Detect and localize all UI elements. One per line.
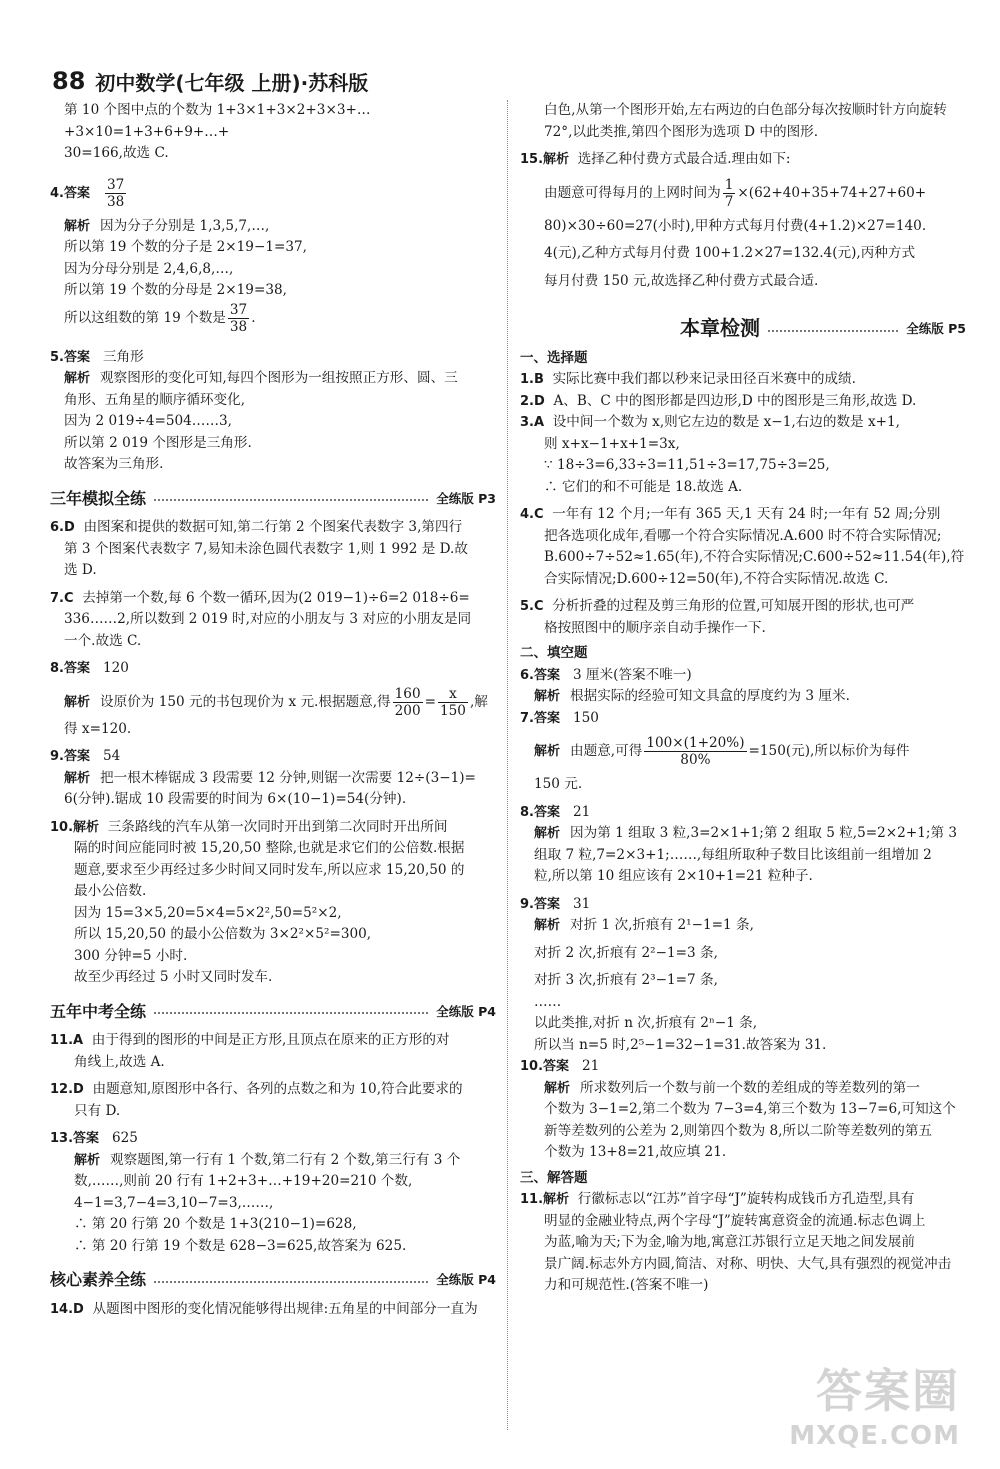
fraction: $\frac{x}{150}$ [440, 685, 466, 719]
question-text: 分析折叠的过程及剪三角形的位置,可知展开图的形状,也可严 [552, 598, 915, 614]
question-number: 14.D [50, 1301, 84, 1317]
analysis-text: 隔的时间应能同时被 15,20,50 整除,也就是求它们的公倍数.根据 [74, 840, 465, 856]
question-15: 15.解析 选择乙种付费方式最合适.理由如下: 由题意可得每月的上网时间为 $\frac{1}{7}$ ×(62+40+35+74+27+60+ 80)×30÷60=27(小时),甲种方式每月付费(4+1.2)×27=140. 4(元),乙种方式每月付费 100+1.2×27=132.4(元),丙种方式 每月付费 150 元,故选择乙种付费方式最合适. [520, 149, 966, 292]
analysis-tag: 解析 [64, 371, 91, 386]
question-text: ∵ 18÷3=6,33÷3=11,51÷3=17,75÷3=25, [544, 457, 830, 473]
question-number: 6.D [50, 520, 75, 535]
analysis-text: 所以第 19 个数的分子是 2×19−1=37, [64, 239, 307, 255]
analysis-text: 根据实际的经验可知文具盒的厚度约为 3 厘米. [570, 688, 850, 704]
question-number: 10.答案 [520, 1059, 570, 1074]
analysis-text: 选择乙种付费方式最合适.理由如下: [577, 151, 791, 167]
question-number: 7.C [50, 590, 74, 606]
section-title: 五年中考全练 [50, 1001, 147, 1021]
analysis-text: 4(元),乙种方式每月付费 100+1.2×27=132.4(元),丙种方式 [544, 245, 916, 261]
part-heading: 三、解答题 [520, 1169, 588, 1186]
analysis-text: 明显的金融业特点,两个字母“J”旋转寓意资金的流通.标志色调上 [544, 1212, 926, 1229]
page-header [52, 64, 368, 98]
question-text: 由于得到的图形的中间是正方形,且顶点在原来的正方形的对 [91, 1032, 450, 1048]
question-number: 9.答案 [50, 749, 90, 764]
analysis-text: 所以这组数的第 19 个数是 [64, 309, 226, 326]
question-13 [50, 1128, 496, 1257]
analysis-tag: 解析 [64, 770, 91, 786]
answer-text: 21 [582, 1058, 600, 1074]
analysis-text: 最小公倍数. [74, 883, 147, 899]
question-number: 7.答案 [520, 710, 560, 726]
watermark-url: MXQE.COM [789, 1421, 960, 1451]
section-heading [50, 1001, 496, 1023]
fraction: $\frac{160}{200}$ [394, 685, 421, 719]
question-number: 5.答案 [50, 349, 90, 365]
question-9 [50, 746, 496, 811]
question-14 [50, 1299, 496, 1321]
analysis-text: 所以当 n=5 时,2⁵−1=32−1=31.故答案为 31. [534, 1036, 827, 1053]
fraction: $\frac{1}{7}$ [724, 176, 734, 210]
analysis-text: …… [534, 993, 562, 1010]
analysis-text: 因为 15=3×5,20=5×4=5×2²,50=5²×2, [74, 904, 342, 921]
analysis-text: 150 元. [534, 776, 583, 792]
question-8: 8.答案 120 解析 设原价为 150 元的书包现价为 x 元.根据题意,得 $\frac{160}{200}$ = $\frac{x}{150}$ ,解 得 x=120. [50, 658, 496, 740]
leader-dots [154, 1281, 428, 1283]
analysis-tag: 解析 [64, 694, 91, 710]
analysis-text: 粒,所以第 10 组应该有 2×10+1=21 粒种子. [534, 868, 813, 884]
analysis-text: 故至少再经过 5 小时又同时发车. [74, 969, 273, 985]
leader-dots [768, 330, 898, 332]
question-number: 2.D [520, 393, 545, 409]
q3-line: 第 10 个图中点的个数为 1+3×1+3×2+3×3+…+3×10=1+3+6+9+…+ [64, 102, 371, 140]
section-title: 核心素养全练 [50, 1270, 147, 1289]
question-number: 6.答案 [520, 667, 560, 683]
question-text: B.600÷7÷52≈1.65(年),不符合实际情况;C.600÷52≈11.54(年),符 [544, 549, 965, 565]
analysis-text: 新等差数列的公差为 2,则第四个数为 8,所以二阶等差数列的第五 [544, 1122, 933, 1139]
question-text: 由图案和提供的数据可知,第二行第 2 个图案代表数字 3,第四行 [83, 519, 463, 535]
section-title: 本章检测 [680, 316, 760, 340]
analysis-text: 对折 3 次,折痕有 2³−1=7 条, [534, 972, 718, 988]
analysis-text: 由题意,可得 [570, 743, 643, 759]
answer-text: 31 [572, 895, 591, 912]
analysis-text: 因为分子分别是 1,3,5,7,…, [100, 217, 270, 234]
analysis-text: 所以第 2 019 个图形是三角形. [64, 434, 252, 451]
question-text: 第 3 个图案代表数字 7,易知未涂色圆代表数字 1,则 1 992 是 D.故 [64, 540, 468, 557]
analysis-text: ∴ 第 20 行第 19 个数是 628−3=625,故答案为 625. [74, 1237, 407, 1254]
question-text: 把各选项化成年,看哪一个符合实际情况.A.600 时不符合实际情况; [544, 527, 942, 544]
section-ref: 全练版 P3 [436, 490, 496, 506]
analysis-text: 力和可规范性.(答案不唯一) [544, 1277, 709, 1293]
question-number: 11.解析 [520, 1192, 570, 1207]
analysis-tag: 解析 [534, 744, 561, 759]
question-text: 格按照图中的顺序亲自动手操作一下. [544, 619, 766, 636]
question-text: 设中间一个数为 x,则它左边的数是 x−1,右边的数是 x+1, [552, 414, 900, 430]
answer-text: 3 厘米(答案不唯一) [572, 666, 692, 683]
analysis-text: 每月付费 150 元,故选择乙种付费方式最合适. [544, 272, 819, 289]
question-text: 白色,从第一个图形开始,左右两边的白色部分每次按顺时针方向旋转 [544, 102, 947, 118]
analysis-text: 三条路线的汽车从第一次同时开出到第二次同时开出所间 [107, 818, 448, 835]
section-ref: 全练版 P4 [436, 1003, 496, 1019]
analysis-text: 因为 2 019÷4=504……3, [64, 413, 232, 429]
analysis-text: 300 分钟=5 小时. [74, 947, 188, 964]
analysis-text: 个数为 13+8=21,故应填 21. [544, 1144, 727, 1160]
question-text: 72°,以此类推,第四个图形为选项 D 中的图形. [544, 123, 819, 140]
analysis-tag: 解析 [64, 218, 91, 234]
question-text: 去掉第一个数,每 6 个数一循环,因为(2 019−1)÷6=2 018÷6= [82, 589, 470, 606]
fraction: $\frac{37}{38}$ [229, 301, 248, 335]
question-10 [50, 817, 496, 989]
section-heading [50, 488, 496, 510]
analysis-tag: 解析 [74, 1152, 101, 1168]
answer-text: 三角形 [102, 348, 144, 365]
question-text: 角线上,故选 A. [74, 1053, 165, 1070]
analysis-text: 由题意可得每月的上网时间为 [544, 184, 721, 201]
analysis-text: ∴ 第 20 行第 20 个数是 1+3(210−1)=628, [74, 1216, 357, 1232]
question-number: 4.C [520, 507, 544, 522]
question-text: 则 x+x−1+x+1=3x, [544, 435, 680, 452]
question-number: 15.解析 [520, 152, 570, 167]
analysis-tag: 解析 [534, 918, 561, 933]
analysis-tag: 解析 [534, 826, 561, 841]
analysis-text: 角形、五角星的顺序循环变化, [64, 391, 246, 408]
analysis-text: 6(分钟).锯成 10 段需要的时间为 6×(10−1)=54(分钟). [64, 791, 407, 807]
question-text: 一年有 12 个月;一年有 365 天,1 天有 24 时;一年有 52 周;分别 [552, 506, 941, 522]
analysis-text: 景广阔.标志外方内圆,简洁、对称、明快、大气,具有强烈的视觉冲击 [544, 1255, 952, 1272]
page-number: 88 [52, 67, 86, 95]
question-number: 8.答案 [520, 804, 560, 820]
section-heading [50, 1269, 496, 1291]
analysis-text: 观察题图,第一行有 1 个数,第二行有 2 个数,第三行有 3 个 [110, 1151, 461, 1168]
analysis-text: 行徽标志以“江苏”首字母“J”旋转构成钱币方孔造型,具有 [577, 1191, 915, 1207]
leader-dots [154, 499, 428, 501]
question-12 [50, 1079, 496, 1122]
part-heading: 二、填空题 [520, 645, 588, 661]
analysis-text: 组取 7 粒,7=2×3+1;……,每组所取种子数目比该组前一组增加 2 [534, 846, 932, 863]
answer-text: 625 [112, 1130, 138, 1146]
question-text: 336……2,所以数到 2 019 时,对应的小朋友与 3 对应的小朋友是同 [64, 611, 472, 627]
answer-text: 54 [102, 748, 121, 764]
answer-fraction: $\frac{37}{38}$ [106, 176, 125, 210]
question-11 [50, 1030, 496, 1073]
question-number: 9.答案 [520, 896, 560, 912]
section-ref: 全练版 P4 [436, 1272, 496, 1287]
question-text: 从题图中图形的变化情况能够得出规律:五角星的中间部分一直为 [92, 1300, 478, 1317]
question-text: 由题意知,原图形中各行、各列的点数之和为 10,符合此要求的 [92, 1081, 463, 1097]
question-text: 一个.故选 C. [64, 632, 142, 649]
question-text: 只有 D. [74, 1102, 121, 1119]
section-ref: 全练版 P5 [906, 321, 966, 336]
answer-text: 120 [102, 660, 129, 676]
analysis-text: 为蓝,喻为天;下为金,喻为地,寓意江苏银行立足天地之间发展前 [544, 1234, 915, 1250]
question-number: 10.解析 [50, 819, 100, 835]
question-text: A、B、C 中的图形都是四边形,D 中的图形是三角形,故选 D. [553, 392, 917, 409]
analysis-text: 对折 2 次,折痕有 2²−1=3 条, [534, 944, 718, 961]
analysis-text: 所以第 19 个数的分母是 2×19=38, [64, 282, 287, 298]
question-number: 12.D [50, 1082, 84, 1097]
question-number: 3.A [520, 415, 545, 430]
analysis-text: 观察图形的变化可知,每四个图形为一组按照正方形、圆、三 [100, 370, 458, 386]
question-number: 5.C [520, 599, 544, 614]
analysis-text: 把一根木棒锯成 3 段需要 12 分钟,则锯一次需要 12÷(3−1)= [100, 769, 476, 786]
analysis-text: 因为分母分别是 2,4,6,8,…, [64, 260, 234, 277]
analysis-tag: 解析 [544, 1080, 571, 1096]
book-title: 初中数学(七年级 上册)·苏科版 [95, 70, 369, 95]
analysis-text: 因为第 1 组取 3 粒,3=2×1+1;第 2 组取 5 粒,5=2×2+1;第 3 [570, 825, 958, 841]
question-6 [50, 517, 496, 582]
answer-text: 150 [572, 709, 599, 726]
watermark-logo-text: 答案圈 [816, 1364, 960, 1418]
right-column: 白色,从第一个图形开始,左右两边的白色部分每次按顺时针方向旋转 72°,以此类推,第四个图形为选项 D 中的图形. 15.解析 选择乙种付费方式最合适.理由如下: 由题意可得每月的上网时间为 $\frac{1}{7}$ ×(62+40+35+74+27+60+ 80)×30÷60=27(小时),甲种方式每月付费(4+1.2)×27=140. 4(元),乙种方式每月付费 100+1.2×27=132.4(元),丙种方式 每月付费 150 元,故选择乙种付费方式最合适. 本章检测 全练版 P5 一、选择题 1.B 实际比赛中我们都以秒来记录田径百米赛中的成绩. 2.D A、B、C 中的图形都是四边形,D 中的图形是三角形,故选 D. 3.A 设中间一个数为 x,则它左边的数是 x−1,右边的数是 x+1, 则 x+x−1+x+1=3x, ∵ 18÷3=6,33÷3=11,51÷3=17,75÷3=25, ∴ 它们的和不可能是 18.故选 A. 4.C 一年有 12 个月;一年有 365 天,1 天有 24 时;一年有 52 周;分别 把各选项化成年,看哪一个符合实际情况.A.600 时不符合实际情况; B.600÷7÷52≈1.65(年),不符合实际情况;C.600÷52≈11.54(年),符 合实际情况;D.600÷12=50(年),不符合实际情况.故选 C. 5.C 分析折叠的过程及剪三角形的位置,可知展开图的形状,也可严 格按照图中的顺序亲自动手操作一下. 二、填空题 6.答案 3 厘米(答案不唯一) 解析 根据实际的经验可知文具盒的厚度约为 3 厘米. 7.答案 150 解析 由题意,可得 $\frac{100\times(1+20\%)}{80\%}$ =150(元),所以标价为每件 150 元. 8.答案 21 解析 因为第 1 组取 3 粒,3=2×1+1;第 2 组取 5 粒,5=2×2+1;第 3 组取 7 粒,7=2×3+1;……,每组所取种子数目比该组前一组增加 2 粒,所以第 10 组应该有 2×10+1=21 粒种子. 9.答案 31 解析 对折 1 次,折痕有 2¹−1=1 条, 对折 2 次,折痕有 2²−1=3 条, 对折 3 次,折痕有 2³−1=7 条, …… 以此类推,对折 n 次,折痕有 2ⁿ−1 条, 所以当 n=5 时,2⁵−1=32−1=31.故答案为 31. 10.答案 21 解析 所求数列后一个数与前一个数的差组成的等差数列的第一 个数为 3−1=2,第二个数为 7−3=4,第三个数为 13−7=6,可知这个 新等差数列的公差为 2,则第四个数为 8,所以二阶等差数列的第五 个数为 13+8=21,故应填 21. 三、解答题 11.解析 行徽标志以“江苏”首字母“J”旋转构成钱币方孔造型,具有 明显的金融业特点,两个字母“J”旋转寓意资金的流通.标志色调上 为蓝,喻为天;下为金,喻为地,寓意江苏银行立足天地之间发展前 景广阔.标志外方内圆,简洁、对称、明快、大气,具有强烈的视觉冲击 力和可规范性.(答案不唯一) [520, 100, 966, 1297]
question-4: 4.答案 $\frac{37}{38}$ 解析 因为分子分别是 1,3,5,7,…, 所以第 19 个数的分子是 2×19−1=37, 因为分母分别是 2,4,6,8,…, 所以第 19 个数的分母是 2×19=38, 所以这组数的第 19 个数是 $\frac{37}{38}$ . [50, 177, 496, 335]
question-text: 选 D. [64, 562, 97, 578]
question-text: 实际比赛中我们都以秒来记录田径百米赛中的成绩. [552, 371, 856, 387]
analysis-text: 4−1=3,7−4=3,10−7=3,……, [74, 1194, 274, 1211]
question-number: 11.A [50, 1033, 84, 1048]
analysis-text: 题意,要求至少再经过多少时间又同时发车,所以应求 15,20,50 的 [74, 861, 465, 878]
question-5 [50, 347, 496, 476]
column-divider [507, 100, 508, 1430]
analysis-tag: 解析 [534, 689, 561, 704]
analysis-text: 80)×30÷60=27(小时),甲种方式每月付费(4+1.2)×27=140. [544, 217, 927, 234]
question-number: 13.答案 [50, 1131, 100, 1146]
question-text: ∴ 它们的和不可能是 18.故选 A. [544, 478, 743, 495]
left-column [50, 100, 496, 1320]
answer-text: 21 [572, 803, 591, 820]
fraction: $\frac{100\times(1+20\%)}{80\%}$ [646, 735, 745, 768]
question-number: 8.答案 [50, 661, 90, 676]
analysis-text: 设原价为 150 元的书包现价为 x 元.根据题意,得 [100, 693, 391, 710]
leader-dots [154, 1012, 428, 1014]
section-heading [520, 318, 966, 340]
question-7 [50, 588, 496, 653]
question-number: 4.答案 [50, 185, 90, 201]
analysis-text: 个数为 3−1=2,第二个数为 7−3=4,第三个数为 13−7=6,可知这个 [544, 1101, 956, 1117]
analysis-text: 故答案为三角形. [64, 456, 164, 472]
analysis-text: 以此类推,对折 n 次,折痕有 2ⁿ−1 条, [534, 1015, 758, 1031]
part-heading: 一、选择题 [520, 349, 588, 366]
analysis-text: 对折 1 次,折痕有 2¹−1=1 条, [570, 917, 754, 933]
question-text: 合实际情况;D.600÷12=50(年),不符合实际情况.故选 C. [544, 570, 889, 587]
analysis-text: 数,……,则前 20 行有 1+2+3+…+19+20=210 个数, [74, 1173, 413, 1189]
analysis-text: 所求数列后一个数与前一个数的差组成的等差数列的第一 [580, 1079, 920, 1096]
analysis-text: 所以 15,20,50 的最小公倍数为 3×2²×5²=300, [74, 926, 372, 942]
q3-line: 30=166,故选 C. [64, 145, 169, 161]
watermark [789, 1355, 960, 1451]
question-number: 1.B [520, 372, 544, 387]
section-title: 三年模拟全练 [50, 488, 147, 508]
analysis-text: 得 x=120. [64, 720, 132, 737]
